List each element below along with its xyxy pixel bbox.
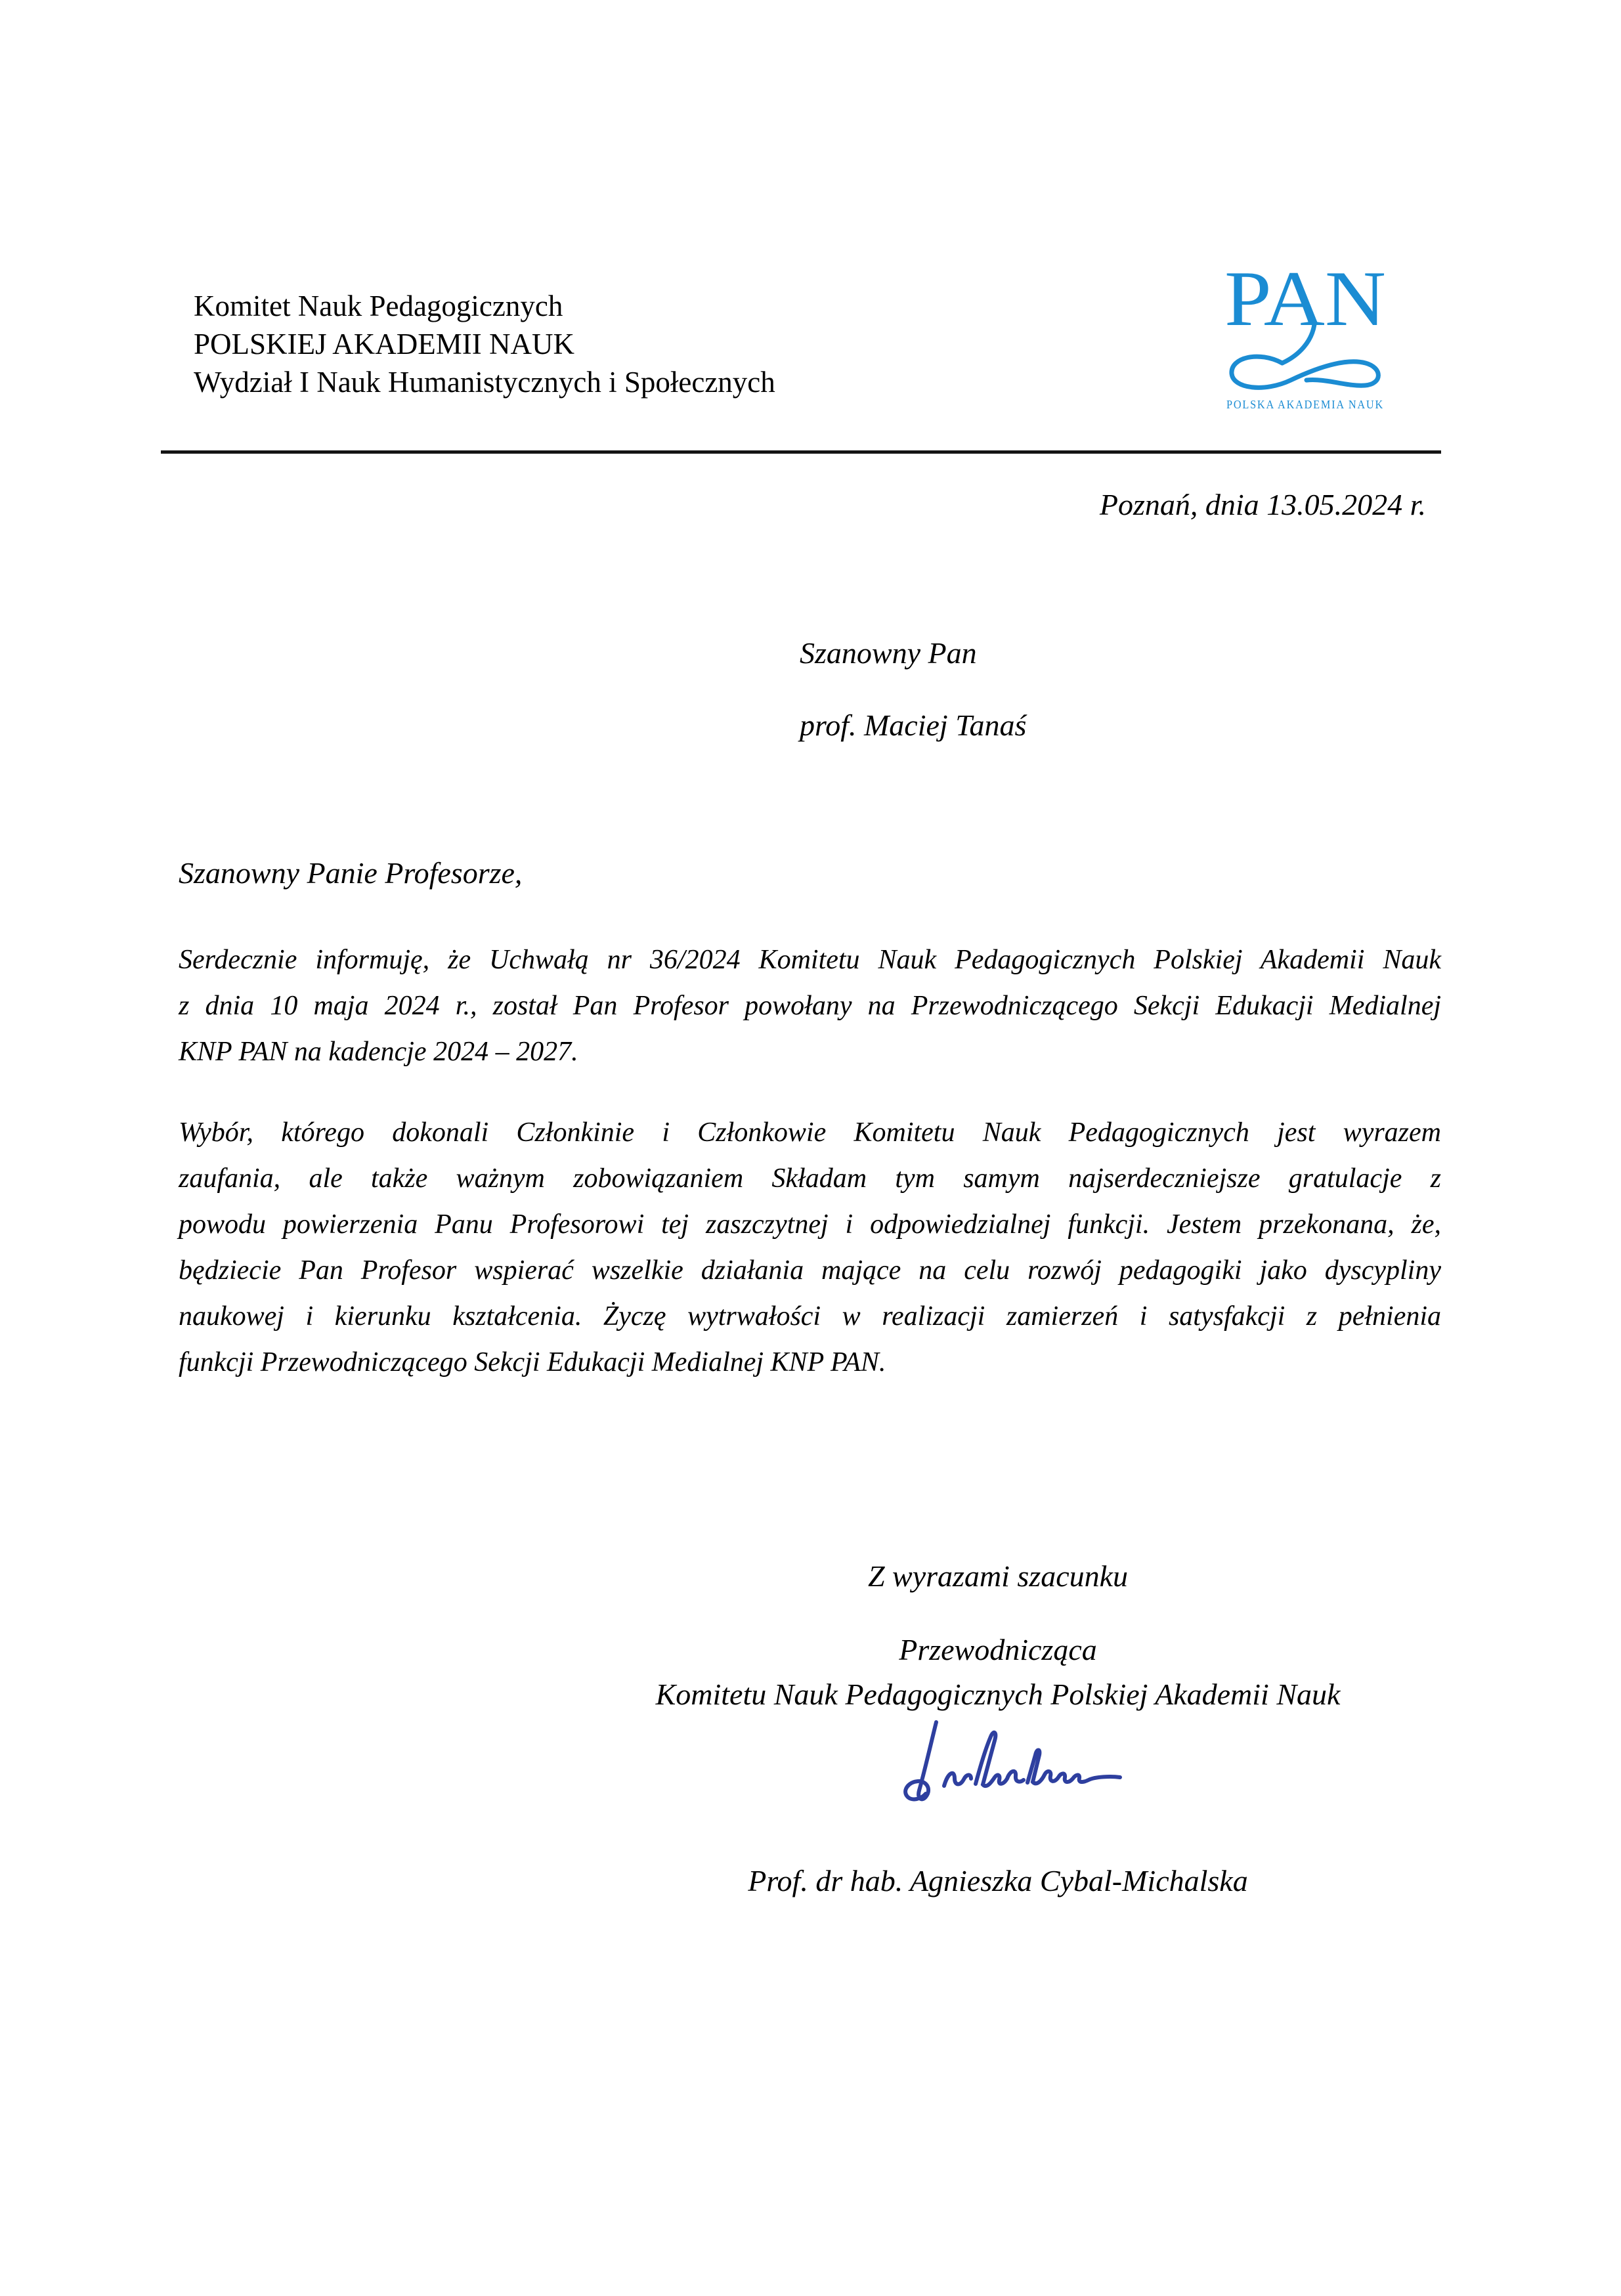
sender-line-2: POLSKIEJ AKADEMII NAUK [194, 328, 574, 360]
signature-image [894, 1717, 1124, 1812]
signatory-name: Prof. dr hab. Agnieszka Cybal-Michalska [748, 1864, 1248, 1897]
date-line: Poznań, dnia 13.05.2024 r. [1099, 488, 1426, 521]
paragraph-line: naukowej i kierunku kształcenia. Życzę wytrwałości w realizacji zamierzeń i satysfakcji z pełnienia [179, 1301, 1441, 1332]
pan-logo-caption: POLSKA AKADEMIA NAUK [1226, 398, 1384, 411]
paragraph-2 [179, 1110, 1441, 1385]
header-divider-line [161, 450, 1441, 454]
addressee-salutation: Szanowny Pan [800, 636, 977, 670]
sender-line-1: Komitet Nauk Pedagogicznych [194, 290, 563, 322]
paragraph-line: zaufania, ale także ważnym zobowiązaniem Składam tym samym najserdeczniejsze gratulacje z [179, 1163, 1441, 1194]
pan-logo-infinity-swirl [1232, 357, 1378, 387]
signature-stroke-middle [944, 1733, 1024, 1786]
signatory-title: Przewodnicząca [899, 1633, 1097, 1666]
letter-salutation: Szanowny Panie Profesorze, [179, 856, 523, 890]
paragraph-line: KNP PAN na kadencje 2024 – 2027. [179, 1037, 578, 1067]
paragraph-line: z dnia 10 maja 2024 r., został Pan Profesor powołany na Przewodniczącego Sekcji Edukacji Medialnej [179, 991, 1441, 1021]
paragraph-line: Serdecznie informuję, że Uchwałą nr 36/2024 Komitetu Nauk Pedagogicznych Polskiej Akademii Nauk [179, 945, 1441, 975]
signatory-organization: Komitetu Nauk Pedagogicznych Polskiej Akademii Nauk [655, 1678, 1341, 1711]
paragraph-1 [179, 937, 1441, 1075]
sender-line-3: Wydział I Nauk Humanistycznych i Społecznych [194, 366, 775, 399]
valediction: Z wyrazami szacunku [867, 1559, 1129, 1593]
addressee-name: prof. Maciej Tanaś [800, 708, 1027, 742]
signature-stroke-initial [905, 1722, 936, 1799]
sender-block [194, 287, 775, 401]
paragraph-line: będziecie Pan Profesor wspierać wszelkie działania mające na celu rozwój pedagogiki jako dyscypliny [179, 1255, 1441, 1286]
paragraph-line: Wybór, którego dokonali Członkinie i Członkowie Komitetu Nauk Pedagogicznych jest wyrazem [179, 1117, 1441, 1148]
paragraph-line: powodu powierzenia Panu Profesorowi tej zaszczytnej i odpowiedzialnej funkcji. Jestem przekonana, że, [179, 1209, 1441, 1240]
signature-stroke-tail [1027, 1750, 1120, 1784]
pan-logo-acronym: PAN [1224, 257, 1386, 342]
paragraph-line: funkcji Przewodniczącego Sekcji Edukacji Medialnej KNP PAN. [179, 1347, 886, 1377]
pan-logo [1216, 257, 1394, 423]
